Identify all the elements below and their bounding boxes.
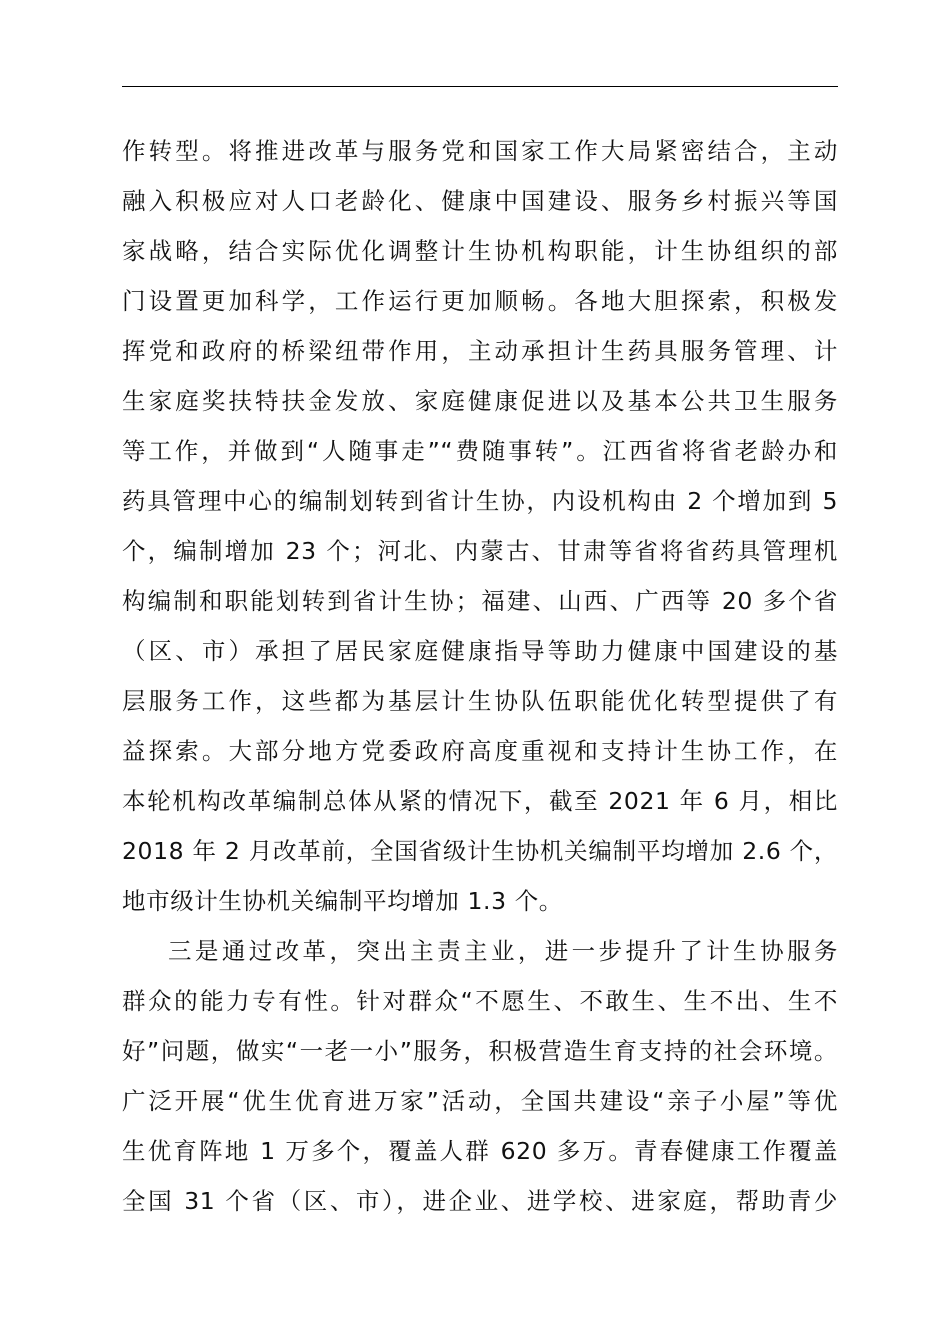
text-line: 构编制和职能划转到省计生协；福建、山西、广西等 20 多个省: [122, 587, 838, 615]
text-line: 好”问题，做实“一老一小”服务，积极营造生育支持的社会环境。: [122, 1037, 838, 1065]
text-line: 家战略，结合实际优化调整计生协机构职能，计生协组织的部: [122, 237, 838, 265]
text-line: 群众的能力专有性。针对群众“不愿生、不敢生、生不出、生不: [122, 987, 838, 1015]
text-line: 挥党和政府的桥梁纽带作用，主动承担计生药具服务管理、计: [122, 337, 838, 365]
text-line: 作转型。将推进改革与服务党和国家工作大局紧密结合，主动: [122, 137, 838, 165]
text-line: 地市级计生协机关编制平均增加 1.3 个。: [122, 887, 563, 915]
text-line: 广泛开展“优生优育进万家”活动，全国共建设“亲子小屋”等优: [122, 1087, 838, 1115]
text-line: 2018 年 2 月改革前，全国省级计生协机关编制平均增加 2.6 个，: [122, 837, 838, 865]
text-line: 生家庭奖扶特扶金发放、家庭健康促进以及基本公共卫生服务: [122, 387, 838, 415]
body-text: [122, 126, 838, 1226]
text-line: 药具管理中心的编制划转到省计生协，内设机构由 2 个增加到 5: [122, 487, 838, 515]
text-line: 融入积极应对人口老龄化、健康中国建设、服务乡村振兴等国: [122, 187, 838, 215]
text-line: 全国 31 个省（区、市），进企业、进学校、进家庭，帮助青少: [122, 1187, 838, 1215]
text-line: 层服务工作，这些都为基层计生协队伍职能优化转型提供了有: [122, 687, 838, 715]
text-line: 三是通过改革，突出主责主业，进一步提升了计生协服务: [168, 937, 838, 965]
text-line: 本轮机构改革编制总体从紧的情况下，截至 2021 年 6 月，相比: [122, 787, 838, 815]
text-line: 个，编制增加 23 个；河北、内蒙古、甘肃等省将省药具管理机: [122, 537, 838, 565]
header-rule: [122, 86, 838, 87]
paragraph-2: [122, 926, 838, 1226]
text-line: 等工作，并做到“人随事走”“费随事转”。江西省将省老龄办和: [122, 437, 838, 465]
text-line: 生优育阵地 1 万多个，覆盖人群 620 多万。青春健康工作覆盖: [122, 1137, 838, 1165]
text-line: （区、市）承担了居民家庭健康指导等助力健康中国建设的基: [122, 637, 838, 665]
paragraph-1: [122, 126, 838, 926]
text-line: 门设置更加科学，工作运行更加顺畅。各地大胆探索，积极发: [122, 287, 838, 315]
text-line: 益探索。大部分地方党委政府高度重视和支持计生协工作，在: [122, 737, 838, 765]
